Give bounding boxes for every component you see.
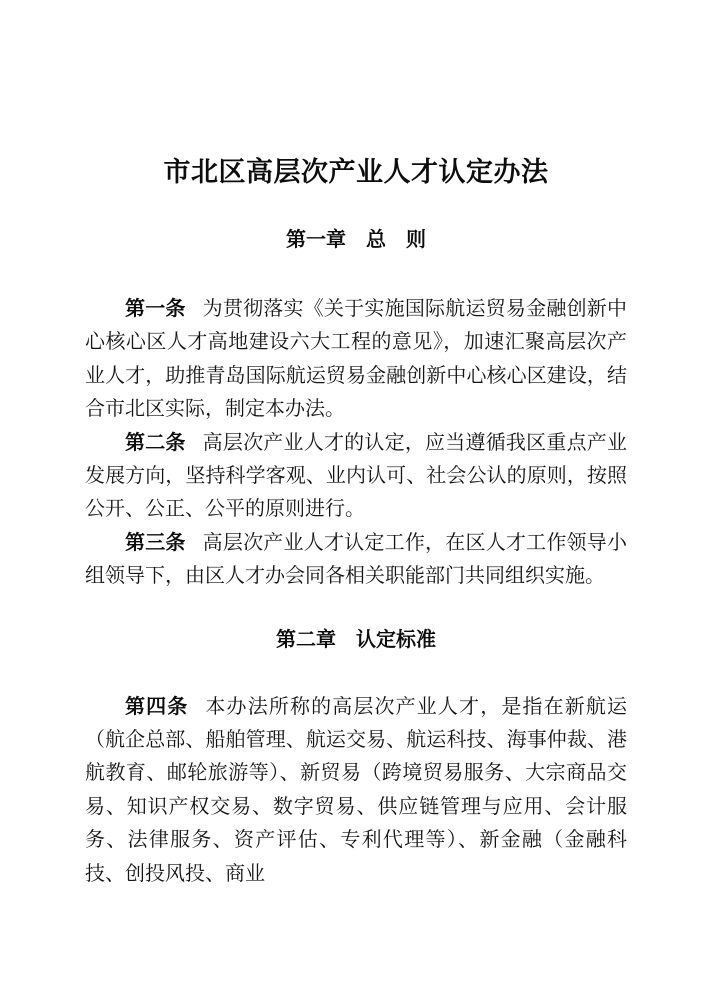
article-3-text: 高层次产业人才认定工作，在区人才工作领导小组领导下，由区人才办会同各相关职能部门共同组织实施。 [85, 531, 628, 588]
article-3 [85, 527, 627, 594]
article-4-label: 第四条 [125, 695, 189, 718]
document-title: 市北区高层次产业人才认定办法 [163, 157, 549, 187]
article-1-text: 为贯彻落实《关于实施国际航运贸易金融创新中心核心区人才高地建设六大工程的意见》，加速汇聚高层次产业人才，助推青岛国际航运贸易金融创新中心核心区建设，结合市北区实际，制定本办法。 [85, 298, 628, 421]
chapter-1-articles [85, 293, 627, 594]
article-2-text: 高层次产业人才的认定，应当遵循我区重点产业发展方向，坚持科学客观、业内认可、社会公认的原则，按照公开、公正、公平的原则进行。 [85, 431, 628, 521]
article-1 [85, 293, 627, 427]
article-1-label: 第一条 [125, 298, 186, 320]
chapter-2-articles [85, 691, 627, 891]
article-4 [85, 691, 627, 891]
chapter-1-heading: 第一章 总 则 [286, 229, 426, 251]
article-2-label: 第二条 [125, 431, 186, 454]
chapter-general-provisions [85, 229, 627, 594]
article-3-label: 第三条 [125, 531, 186, 554]
article-4-text: 本办法所称的高层次产业人才，是指在新航运（航企总部、船舶管理、航运交易、航运科技、海事仲裁、港航教育、邮轮旅游等）、新贸易（跨境贸易服务、大宗商品交易、知识产权交易、数字贸易、供应链管理与应用、会计服务、法律服务、资产评估、专利代理等）、新金融（金融科技、创投风投、商业 [85, 695, 628, 885]
article-2 [85, 427, 627, 527]
chapter-identification-criteria [85, 629, 627, 891]
chapter-2-heading: 第二章 认定标准 [276, 628, 436, 651]
